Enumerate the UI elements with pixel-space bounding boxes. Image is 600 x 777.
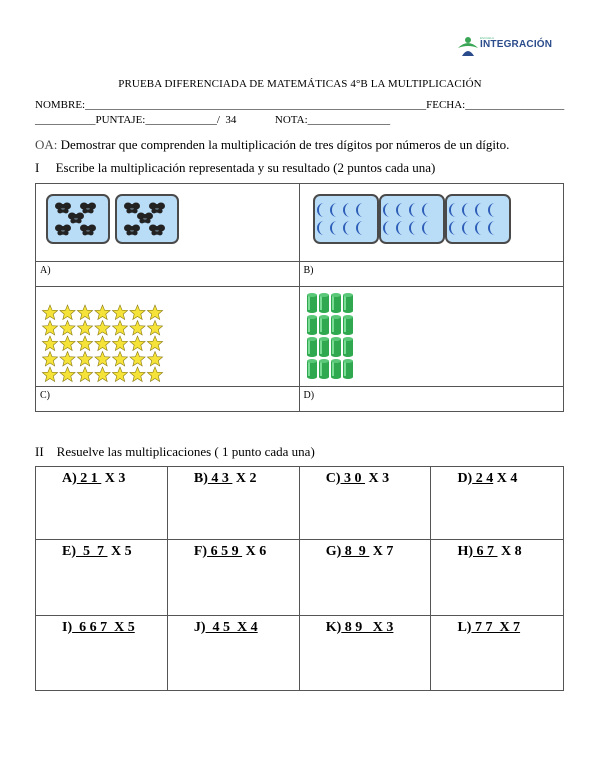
exercise-h: H) 6 7 X 8 <box>457 544 522 559</box>
star-icon <box>77 305 92 320</box>
cylinder-icon <box>307 315 317 335</box>
exercise-d: D) 2 4 X 4 <box>457 471 518 486</box>
answer-cell-c[interactable] <box>36 387 300 412</box>
cylinder-icon <box>343 359 353 379</box>
star-icon <box>95 367 110 382</box>
label-d: D) <box>303 390 315 401</box>
butterfly-icon <box>68 213 84 224</box>
objective-label: OA: <box>35 137 58 152</box>
moon-icon <box>422 221 429 235</box>
star-icon <box>147 305 162 320</box>
moon-icon <box>488 221 495 235</box>
butterflies-5 <box>117 196 177 242</box>
star-icon <box>77 367 92 382</box>
butterfly-group <box>115 194 179 244</box>
picture-c <box>36 287 300 387</box>
moons-8 <box>381 196 443 242</box>
cylinder-icon <box>307 293 317 313</box>
puntaje-line: ___________PUNTAJE:_____________/ 34 NOTA:_______________ <box>35 114 391 126</box>
moon-icon <box>383 203 390 217</box>
answer-cell-d[interactable] <box>299 387 564 412</box>
cylinder-icon <box>319 293 329 313</box>
nombre-label: NOMBRE: <box>35 99 86 111</box>
moon-icon <box>383 221 390 235</box>
cylinder-icon <box>307 337 317 357</box>
moon-icon <box>317 203 324 217</box>
moon-icon <box>317 221 324 235</box>
objective <box>35 137 509 153</box>
moon-group <box>445 194 511 244</box>
star-icon <box>77 336 92 351</box>
exercise-cell[interactable] <box>299 467 431 540</box>
butterflies-5 <box>48 196 108 242</box>
star-icon <box>95 336 110 351</box>
exercise-cell[interactable] <box>431 540 564 616</box>
answer-cell-a[interactable] <box>36 262 300 287</box>
star-icon <box>60 305 75 320</box>
school-logo <box>456 36 556 58</box>
star-icon <box>60 336 75 351</box>
exercise-c: C) 3 0 X 3 <box>325 471 390 486</box>
exercise-l: L) 7 7 X 7 <box>457 620 521 635</box>
moon-icon <box>356 203 363 217</box>
star-icon <box>147 367 162 382</box>
fecha-label: FECHA: <box>426 99 466 111</box>
star-icon <box>77 321 92 336</box>
exercise-cell[interactable] <box>431 616 564 691</box>
butterfly-icon <box>55 203 71 214</box>
star-icon <box>112 336 127 351</box>
cylinders-16 <box>305 290 375 386</box>
cylinder-icon <box>331 293 341 313</box>
butterfly-icon <box>149 225 165 236</box>
answer-cell-b[interactable] <box>299 262 564 287</box>
cylinder-icon <box>319 315 329 335</box>
picture-a <box>36 184 300 262</box>
moon-icon <box>409 221 416 235</box>
exercise-i: I) 6 6 7 X 5 <box>62 620 135 635</box>
moon-icon <box>422 203 429 217</box>
page-title: PRUEBA DIFERENCIADA DE MATEMÁTICAS 4°B LA MULTIPLICACIÓN <box>118 78 482 90</box>
section1-table <box>35 183 564 412</box>
butterfly-group <box>46 194 110 244</box>
label-a: A) <box>40 265 51 276</box>
star-icon <box>112 367 127 382</box>
exercise-cell[interactable] <box>167 467 299 540</box>
cylinder-icon <box>319 359 329 379</box>
star-icon <box>77 352 92 367</box>
moon-icon <box>409 203 416 217</box>
section1-title: I Escribe la multiplicación representada y su resultado (2 puntos cada una) <box>35 160 436 175</box>
star-icon <box>130 305 145 320</box>
exercise-cell[interactable] <box>36 540 168 616</box>
star-icon <box>42 305 57 320</box>
moon-icon <box>396 203 403 217</box>
nota-label: NOTA: <box>274 114 308 126</box>
section2-title: II Resuelve las multiplicaciones ( 1 punto cada una) <box>35 444 315 459</box>
picture-d <box>299 287 564 387</box>
moon-icon <box>449 221 456 235</box>
moon-icon <box>343 203 350 217</box>
cylinder-icon <box>331 315 341 335</box>
cylinder-icon <box>331 359 341 379</box>
stars-35 <box>40 291 180 387</box>
moon-group <box>379 194 445 244</box>
star-icon <box>112 321 127 336</box>
exercise-e: E) 5 7 X 5 <box>62 544 132 559</box>
moon-icon <box>462 203 469 217</box>
star-icon <box>95 321 110 336</box>
star-icon <box>112 305 127 320</box>
exercise-g: G) 8 9 X 7 <box>325 544 394 559</box>
cylinder-icon <box>343 337 353 357</box>
picture-b <box>299 184 564 262</box>
star-icon <box>95 352 110 367</box>
butterfly-icon <box>149 203 165 214</box>
star-icon <box>42 367 57 382</box>
puntaje-total: / 34 <box>216 114 237 126</box>
exercise-f: F) 6 5 9 X 6 <box>193 544 267 559</box>
moon-icon <box>449 203 456 217</box>
star-icon <box>42 336 57 351</box>
logo-subtext: ESCUELA <box>480 36 495 40</box>
cylinder-icon <box>307 359 317 379</box>
star-icon <box>130 321 145 336</box>
puntaje-label: PUNTAJE: <box>95 114 146 126</box>
moon-group <box>313 194 379 244</box>
exercise-cell[interactable] <box>167 540 299 616</box>
exercise-cell[interactable] <box>299 540 431 616</box>
butterfly-icon <box>55 225 71 236</box>
butterfly-icon <box>124 203 140 214</box>
butterfly-icon <box>80 203 96 214</box>
exercise-cell[interactable] <box>299 616 431 691</box>
star-icon <box>130 352 145 367</box>
moon-icon <box>343 221 350 235</box>
moon-icon <box>475 221 482 235</box>
moon-icon <box>330 203 337 217</box>
star-icon <box>130 367 145 382</box>
moons-8 <box>315 196 377 242</box>
cylinder-icon <box>343 293 353 313</box>
moons-8 <box>447 196 509 242</box>
star-icon <box>130 336 145 351</box>
star-icon <box>147 352 162 367</box>
star-icon <box>147 321 162 336</box>
star-icon <box>95 305 110 320</box>
moon-icon <box>488 203 495 217</box>
star-icon <box>42 321 57 336</box>
moon-icon <box>330 221 337 235</box>
section2-table <box>35 466 564 691</box>
exercise-b: B) 4 3 X 2 <box>193 471 257 486</box>
star-icon <box>60 367 75 382</box>
logo-people-icon <box>456 36 480 58</box>
label-b: B) <box>303 265 314 276</box>
star-icon <box>60 321 75 336</box>
exercise-cell[interactable] <box>167 616 299 691</box>
butterfly-icon <box>124 225 140 236</box>
moon-icon <box>356 221 363 235</box>
butterfly-icon <box>80 225 96 236</box>
star-icon <box>112 352 127 367</box>
nombre-line: NOMBRE:______________________________________________________________FECHA:__________________ <box>35 99 565 111</box>
moon-icon <box>475 203 482 217</box>
exercise-a: A) 2 1 X 3 <box>62 471 126 486</box>
exercise-cell[interactable] <box>431 467 564 540</box>
star-icon <box>42 352 57 367</box>
exercise-cell[interactable] <box>36 467 168 540</box>
objective-text: Demostrar que comprenden la multiplicación de tres dígitos por números de un dígito. <box>57 137 510 152</box>
exercise-cell[interactable] <box>36 616 168 691</box>
star-icon <box>60 352 75 367</box>
star-icon <box>147 336 162 351</box>
moon-icon <box>462 221 469 235</box>
logo-text: INTEGRACIÓN <box>480 39 553 50</box>
butterfly-icon <box>137 213 153 224</box>
moon-icon <box>396 221 403 235</box>
cylinder-icon <box>343 315 353 335</box>
exercise-k: K) 8 9 X 3 <box>325 620 394 635</box>
exercise-j: J) 4 5 X 4 <box>193 620 258 635</box>
cylinder-icon <box>319 337 329 357</box>
label-c: C) <box>40 390 50 401</box>
cylinder-icon <box>331 337 341 357</box>
